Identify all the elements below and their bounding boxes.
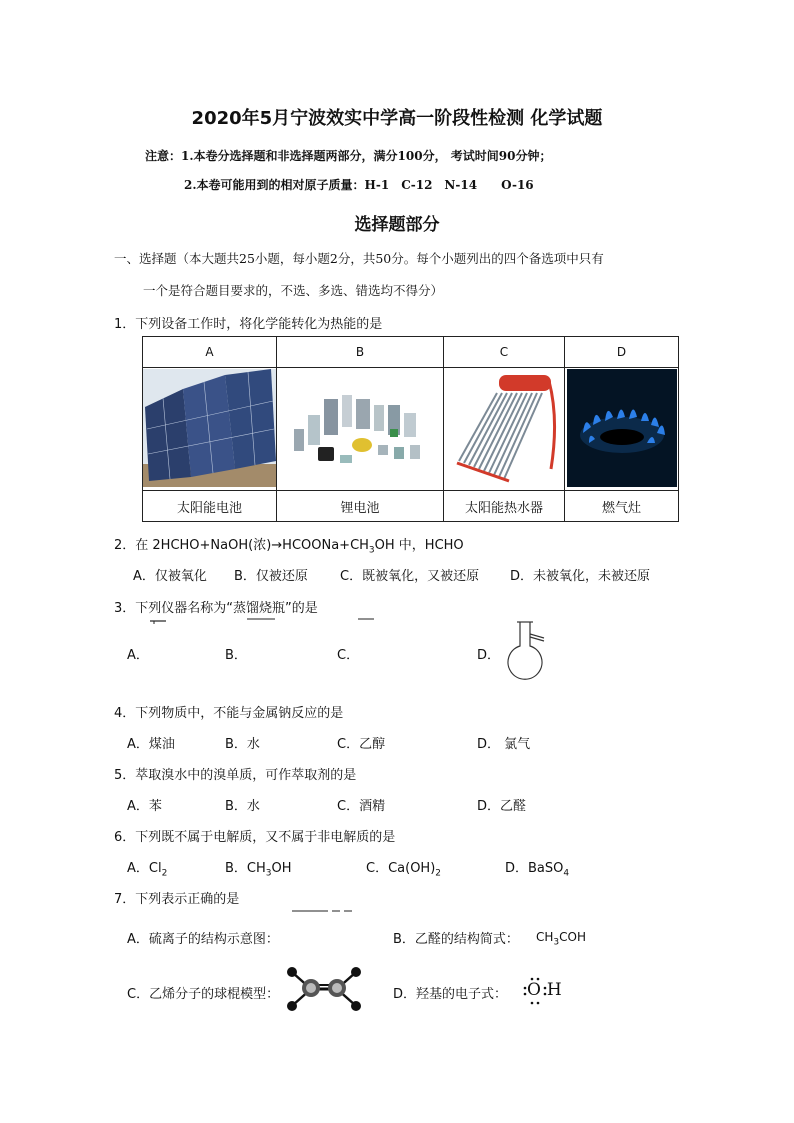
solar-panel-image	[143, 369, 276, 487]
q1-pic-cell-c	[444, 368, 565, 491]
q5-stem: 5．萃取溴水中的溴单质，可作萃取剂的是	[114, 768, 357, 783]
page-title: 2020年5月宁波效实中学高一阶段性检测 化学试题	[191, 108, 603, 129]
q7-blank-lines	[292, 908, 354, 914]
q1-image-table	[142, 336, 679, 522]
q6-option-c-text: C．Ca(OH)	[366, 861, 436, 876]
q4-option-b: B．水	[225, 737, 260, 752]
q1-label-d: 燃气灶	[565, 491, 679, 522]
q5-option-c: C．酒精	[337, 799, 386, 814]
q6-option-c	[366, 857, 441, 879]
section-intro-1: 一、选择题（本大题共25小题，每小题2分，共50分。每个小题列出的四个备选项中只有	[114, 251, 604, 266]
q6-option-a	[127, 857, 167, 879]
q1-header-c: C	[444, 337, 565, 368]
section-intro-2: 一个是符合题目要求的，不选、多选、错选均不得分）	[143, 283, 444, 298]
q6-option-d-text: D．BaSO	[505, 861, 564, 876]
ethylene-ball-stick-model-icon	[285, 966, 363, 1012]
q5-option-b: B．水	[225, 799, 260, 814]
formula-part: CH	[536, 930, 554, 944]
q5-option-a: A．苯	[127, 799, 162, 814]
q6-option-d-sub: 4	[563, 868, 570, 879]
q6-option-b-text: B．CH	[225, 861, 266, 876]
note-line-1: 注意：1.本卷分选择题和非选择题两部分，满分100分， 考试时间90分钟；	[145, 149, 552, 163]
q7-stem: 7．下列表示正确的是	[114, 892, 240, 907]
q1-label-b: 锂电池	[277, 491, 444, 522]
q1-label-c: 太阳能热水器	[444, 491, 565, 522]
q3-apparatus-a-fragment	[148, 618, 168, 624]
q7-option-c: C．乙烯分子的球棍模型：	[127, 987, 280, 1002]
q2-option-b: B．仅被还原	[234, 569, 308, 584]
q6-option-b-text: OH	[271, 861, 292, 876]
q6-option-a-text: A．Cl	[127, 861, 162, 876]
q1-pic-cell-b	[277, 368, 444, 491]
hydroxyl-electron-dot	[521, 976, 567, 1006]
lithium-battery-image	[280, 369, 440, 487]
q2-stem-sub: 3	[368, 545, 375, 556]
formula-part: COH	[559, 930, 586, 944]
q2-option-c: C．既被氧化，又被还原	[340, 569, 480, 584]
q1-header-a: A	[143, 337, 277, 368]
q1-stem: 1．下列设备工作时，将化学能转化为热能的是	[114, 317, 383, 332]
q3-option-a: A．	[127, 648, 149, 663]
q7-option-d: D．羟基的电子式：	[393, 987, 508, 1002]
q3-option-d: D．	[477, 648, 501, 663]
section-heading: 选择题部分	[354, 215, 440, 235]
q7-option-b: B．乙醛的结构简式：	[393, 932, 519, 947]
q7-option-a: A．硫离子的结构示意图：	[127, 932, 279, 947]
q6-stem: 6．下列既不属于电解质，又不属于非电解质的是	[114, 830, 396, 845]
q3-apparatus-b-fragment	[246, 617, 276, 621]
hydroxyl-formula: OH	[527, 980, 568, 1000]
q4-stem: 4．下列物质中，不能与金属钠反应的是	[114, 706, 344, 721]
q2-stem-part: OH 中，HCHO	[374, 538, 464, 553]
q1-pic-cell-d	[565, 368, 679, 491]
acetaldehyde-formula	[536, 930, 586, 947]
q4-option-a: A．煤油	[127, 737, 175, 752]
formula-sub: 3	[553, 937, 560, 948]
q1-header-d: D	[565, 337, 679, 368]
q2-stem	[114, 534, 464, 556]
q2-stem-part: 2．在 2HCHO+NaOH(浓)→HCOONa+CH	[114, 538, 369, 553]
q2-option-d: D．未被氧化，未被还原	[510, 569, 651, 584]
q1-pic-cell-a	[143, 368, 277, 491]
q6-option-b-sub: 3	[265, 868, 272, 879]
q2-option-a: A．仅被氧化	[133, 569, 207, 584]
q3-option-c: C．	[337, 648, 360, 663]
q6-option-a-sub: 2	[161, 868, 168, 879]
q1-header-b: B	[277, 337, 444, 368]
distillation-flask-icon	[500, 620, 548, 680]
q4-option-c: C．乙醇	[337, 737, 386, 752]
q3-apparatus-c-fragment	[357, 617, 375, 621]
solar-water-heater-image	[447, 369, 561, 487]
q6-option-d	[505, 857, 569, 879]
q6-option-c-sub: 2	[435, 868, 442, 879]
note-line-2: 2.本卷可能用到的相对原子质量：H-1 C-12 N-14 O-16	[184, 178, 534, 192]
gas-stove-image	[567, 369, 677, 487]
q3-option-b: B．	[225, 648, 247, 663]
q5-option-d: D．乙醛	[477, 799, 527, 814]
q3-stem: 3．下列仪器名称为“蒸馏烧瓶”的是	[114, 601, 318, 616]
q4-option-d: D． 氯气	[477, 737, 531, 752]
q6-option-b	[225, 857, 292, 879]
q1-label-a: 太阳能电池	[143, 491, 277, 522]
